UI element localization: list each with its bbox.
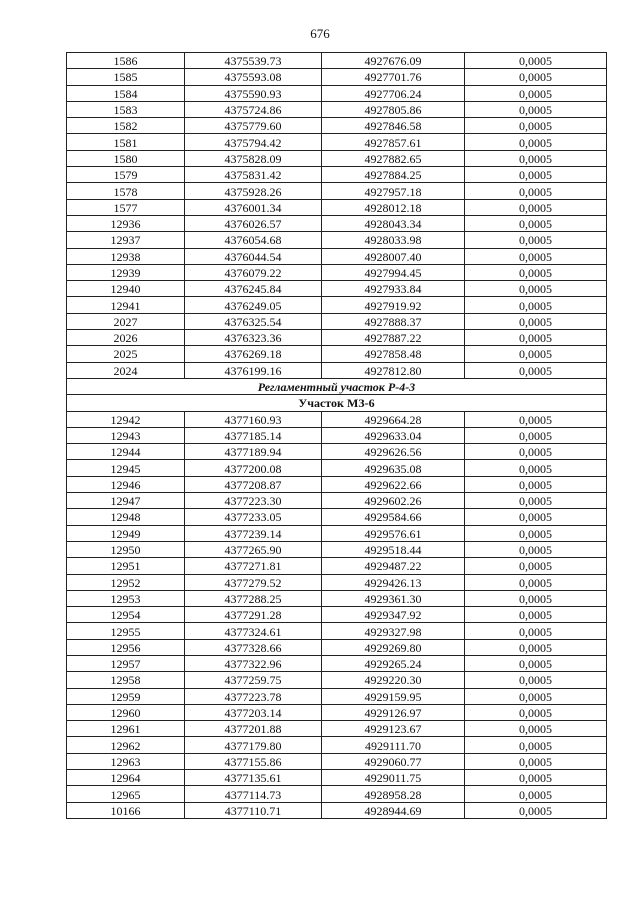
table-row	[67, 623, 607, 639]
x-coordinate-cell: 4377265.90	[185, 541, 322, 557]
precision-cell: 0,0005	[465, 639, 607, 655]
precision-cell: 0,0005	[465, 607, 607, 623]
x-coordinate-cell: 4375539.73	[185, 53, 322, 69]
y-coordinate-cell: 4928944.69	[322, 802, 465, 818]
x-coordinate-cell: 4375831.42	[185, 167, 322, 183]
precision-cell: 0,0005	[465, 134, 607, 150]
x-coordinate-cell: 4377200.08	[185, 460, 322, 476]
x-coordinate-cell: 4376325.54	[185, 313, 322, 329]
precision-cell: 0,0005	[465, 460, 607, 476]
precision-cell: 0,0005	[465, 737, 607, 753]
y-coordinate-cell: 4929518.44	[322, 541, 465, 557]
point-number-cell: 12947	[67, 493, 185, 509]
x-coordinate-cell: 4376001.34	[185, 199, 322, 215]
precision-cell: 0,0005	[465, 85, 607, 101]
table-row	[67, 509, 607, 525]
table-row	[67, 558, 607, 574]
y-coordinate-cell: 4929126.97	[322, 704, 465, 720]
precision-cell: 0,0005	[465, 574, 607, 590]
y-coordinate-cell: 4927882.65	[322, 150, 465, 166]
table-row	[67, 150, 607, 166]
precision-cell: 0,0005	[465, 444, 607, 460]
table-row	[67, 427, 607, 443]
table-row	[67, 493, 607, 509]
point-number-cell: 1585	[67, 69, 185, 85]
x-coordinate-cell: 4376054.68	[185, 232, 322, 248]
point-number-cell: 1579	[67, 167, 185, 183]
x-coordinate-cell: 4375794.42	[185, 134, 322, 150]
point-number-cell: 12955	[67, 623, 185, 639]
point-number-cell: 2025	[67, 346, 185, 362]
y-coordinate-cell: 4929361.30	[322, 590, 465, 606]
point-number-cell: 12956	[67, 639, 185, 655]
precision-cell: 0,0005	[465, 264, 607, 280]
precision-cell: 0,0005	[465, 786, 607, 802]
precision-cell: 0,0005	[465, 770, 607, 786]
y-coordinate-cell: 4929626.56	[322, 444, 465, 460]
precision-cell: 0,0005	[465, 558, 607, 574]
precision-cell: 0,0005	[465, 53, 607, 69]
x-coordinate-cell: 4377239.14	[185, 525, 322, 541]
table-row	[67, 346, 607, 362]
precision-cell: 0,0005	[465, 118, 607, 134]
precision-cell: 0,0005	[465, 590, 607, 606]
y-coordinate-cell: 4929576.61	[322, 525, 465, 541]
point-number-cell: 12959	[67, 688, 185, 704]
point-number-cell: 2026	[67, 330, 185, 346]
precision-cell: 0,0005	[465, 655, 607, 671]
x-coordinate-cell: 4376026.57	[185, 215, 322, 231]
point-number-cell: 12964	[67, 770, 185, 786]
y-coordinate-cell: 4929633.04	[322, 427, 465, 443]
table-row	[67, 330, 607, 346]
x-coordinate-cell: 4377223.78	[185, 688, 322, 704]
table-row	[67, 655, 607, 671]
section-title-row	[67, 378, 607, 394]
x-coordinate-cell: 4377179.80	[185, 737, 322, 753]
precision-cell: 0,0005	[465, 688, 607, 704]
x-coordinate-cell: 4376245.84	[185, 281, 322, 297]
y-coordinate-cell: 4929123.67	[322, 721, 465, 737]
point-number-cell: 12950	[67, 541, 185, 557]
precision-cell: 0,0005	[465, 281, 607, 297]
point-number-cell: 2024	[67, 362, 185, 378]
table-row	[67, 688, 607, 704]
table-row	[67, 704, 607, 720]
x-coordinate-cell: 4377324.61	[185, 623, 322, 639]
table-row	[67, 248, 607, 264]
precision-cell: 0,0005	[465, 101, 607, 117]
y-coordinate-cell: 4929664.28	[322, 411, 465, 427]
precision-cell: 0,0005	[465, 721, 607, 737]
precision-cell: 0,0005	[465, 672, 607, 688]
subsection-title-row	[67, 395, 607, 411]
precision-cell: 0,0005	[465, 346, 607, 362]
table-row	[67, 215, 607, 231]
x-coordinate-cell: 4375779.60	[185, 118, 322, 134]
table-row	[67, 525, 607, 541]
table-row	[67, 753, 607, 769]
x-coordinate-cell: 4376323.36	[185, 330, 322, 346]
table-row	[67, 85, 607, 101]
y-coordinate-cell: 4929584.66	[322, 509, 465, 525]
table-body-top	[67, 53, 607, 379]
precision-cell: 0,0005	[465, 330, 607, 346]
point-number-cell: 12953	[67, 590, 185, 606]
y-coordinate-cell: 4927676.09	[322, 53, 465, 69]
x-coordinate-cell: 4375928.26	[185, 183, 322, 199]
y-coordinate-cell: 4927919.92	[322, 297, 465, 313]
y-coordinate-cell: 4928043.34	[322, 215, 465, 231]
point-number-cell: 12942	[67, 411, 185, 427]
x-coordinate-cell: 4377185.14	[185, 427, 322, 443]
x-coordinate-cell: 4377288.25	[185, 590, 322, 606]
precision-cell: 0,0005	[465, 215, 607, 231]
point-number-cell: 12936	[67, 215, 185, 231]
table-row	[67, 297, 607, 313]
y-coordinate-cell: 4929635.08	[322, 460, 465, 476]
page-number: 676	[310, 26, 330, 41]
precision-cell: 0,0005	[465, 704, 607, 720]
point-number-cell: 12958	[67, 672, 185, 688]
y-coordinate-cell: 4929111.70	[322, 737, 465, 753]
point-number-cell: 12960	[67, 704, 185, 720]
table-row	[67, 411, 607, 427]
precision-cell: 0,0005	[465, 802, 607, 818]
table-row	[67, 574, 607, 590]
precision-cell: 0,0005	[465, 297, 607, 313]
y-coordinate-cell: 4928958.28	[322, 786, 465, 802]
point-number-cell: 12937	[67, 232, 185, 248]
precision-cell: 0,0005	[465, 623, 607, 639]
point-number-cell: 1584	[67, 85, 185, 101]
table-row	[67, 313, 607, 329]
subsection-title: Участок МЗ-6	[67, 395, 607, 411]
y-coordinate-cell: 4929602.26	[322, 493, 465, 509]
x-coordinate-cell: 4377135.61	[185, 770, 322, 786]
point-number-cell: 12949	[67, 525, 185, 541]
table-row	[67, 737, 607, 753]
point-number-cell: 12948	[67, 509, 185, 525]
y-coordinate-cell: 4927858.48	[322, 346, 465, 362]
x-coordinate-cell: 4376079.22	[185, 264, 322, 280]
x-coordinate-cell: 4376269.18	[185, 346, 322, 362]
precision-cell: 0,0005	[465, 183, 607, 199]
point-number-cell: 12963	[67, 753, 185, 769]
table-row	[67, 607, 607, 623]
table-row	[67, 183, 607, 199]
point-number-cell: 12961	[67, 721, 185, 737]
table-row	[67, 167, 607, 183]
y-coordinate-cell: 4927706.24	[322, 85, 465, 101]
precision-cell: 0,0005	[465, 150, 607, 166]
precision-cell: 0,0005	[465, 525, 607, 541]
x-coordinate-cell: 4377223.30	[185, 493, 322, 509]
y-coordinate-cell: 4928012.18	[322, 199, 465, 215]
point-number-cell: 1577	[67, 199, 185, 215]
precision-cell: 0,0005	[465, 509, 607, 525]
point-number-cell: 1583	[67, 101, 185, 117]
precision-cell: 0,0005	[465, 427, 607, 443]
point-number-cell: 1578	[67, 183, 185, 199]
point-number-cell: 12951	[67, 558, 185, 574]
y-coordinate-cell: 4927812.80	[322, 362, 465, 378]
point-number-cell: 12946	[67, 476, 185, 492]
point-number-cell: 12957	[67, 655, 185, 671]
point-number-cell: 12965	[67, 786, 185, 802]
precision-cell: 0,0005	[465, 493, 607, 509]
x-coordinate-cell: 4377259.75	[185, 672, 322, 688]
x-coordinate-cell: 4377203.14	[185, 704, 322, 720]
point-number-cell: 12944	[67, 444, 185, 460]
y-coordinate-cell: 4927888.37	[322, 313, 465, 329]
y-coordinate-cell: 4929011.75	[322, 770, 465, 786]
precision-cell: 0,0005	[465, 411, 607, 427]
point-number-cell: 12941	[67, 297, 185, 313]
table-row	[67, 69, 607, 85]
table-row	[67, 232, 607, 248]
x-coordinate-cell: 4377189.94	[185, 444, 322, 460]
table-row	[67, 721, 607, 737]
table-row	[67, 53, 607, 69]
x-coordinate-cell: 4375724.86	[185, 101, 322, 117]
x-coordinate-cell: 4377208.87	[185, 476, 322, 492]
table-row	[67, 444, 607, 460]
y-coordinate-cell: 4927933.84	[322, 281, 465, 297]
x-coordinate-cell: 4375593.08	[185, 69, 322, 85]
table-row	[67, 281, 607, 297]
point-number-cell: 12962	[67, 737, 185, 753]
precision-cell: 0,0005	[465, 753, 607, 769]
point-number-cell: 1580	[67, 150, 185, 166]
x-coordinate-cell: 4376044.54	[185, 248, 322, 264]
y-coordinate-cell: 4929622.66	[322, 476, 465, 492]
table-row	[67, 460, 607, 476]
point-number-cell: 12943	[67, 427, 185, 443]
y-coordinate-cell: 4929265.24	[322, 655, 465, 671]
x-coordinate-cell: 4377233.05	[185, 509, 322, 525]
x-coordinate-cell: 4375828.09	[185, 150, 322, 166]
table-row	[67, 362, 607, 378]
point-number-cell: 2027	[67, 313, 185, 329]
y-coordinate-cell: 4929159.95	[322, 688, 465, 704]
precision-cell: 0,0005	[465, 313, 607, 329]
table-row	[67, 786, 607, 802]
x-coordinate-cell: 4377201.88	[185, 721, 322, 737]
y-coordinate-cell: 4929347.92	[322, 607, 465, 623]
y-coordinate-cell: 4927957.18	[322, 183, 465, 199]
table-row	[67, 672, 607, 688]
precision-cell: 0,0005	[465, 476, 607, 492]
point-number-cell: 12939	[67, 264, 185, 280]
coordinates-table	[66, 52, 607, 819]
table-row	[67, 802, 607, 818]
table-row	[67, 199, 607, 215]
table-row	[67, 264, 607, 280]
y-coordinate-cell: 4929060.77	[322, 753, 465, 769]
x-coordinate-cell: 4377291.28	[185, 607, 322, 623]
y-coordinate-cell: 4927701.76	[322, 69, 465, 85]
y-coordinate-cell: 4927994.45	[322, 264, 465, 280]
x-coordinate-cell: 4375590.93	[185, 85, 322, 101]
y-coordinate-cell: 4929269.80	[322, 639, 465, 655]
x-coordinate-cell: 4377271.81	[185, 558, 322, 574]
precision-cell: 0,0005	[465, 167, 607, 183]
precision-cell: 0,0005	[465, 199, 607, 215]
point-number-cell: 12940	[67, 281, 185, 297]
table-row	[67, 101, 607, 117]
table-row	[67, 476, 607, 492]
point-number-cell: 12938	[67, 248, 185, 264]
y-coordinate-cell: 4927887.22	[322, 330, 465, 346]
x-coordinate-cell: 4376249.05	[185, 297, 322, 313]
y-coordinate-cell: 4929426.13	[322, 574, 465, 590]
y-coordinate-cell: 4929487.22	[322, 558, 465, 574]
point-number-cell: 1582	[67, 118, 185, 134]
y-coordinate-cell: 4927857.61	[322, 134, 465, 150]
x-coordinate-cell: 4377160.93	[185, 411, 322, 427]
precision-cell: 0,0005	[465, 541, 607, 557]
precision-cell: 0,0005	[465, 362, 607, 378]
x-coordinate-cell: 4377279.52	[185, 574, 322, 590]
table-row	[67, 541, 607, 557]
y-coordinate-cell: 4927805.86	[322, 101, 465, 117]
y-coordinate-cell: 4927846.58	[322, 118, 465, 134]
table-row	[67, 590, 607, 606]
point-number-cell: 1581	[67, 134, 185, 150]
precision-cell: 0,0005	[465, 248, 607, 264]
precision-cell: 0,0005	[465, 232, 607, 248]
x-coordinate-cell: 4376199.16	[185, 362, 322, 378]
y-coordinate-cell: 4929327.98	[322, 623, 465, 639]
point-number-cell: 1586	[67, 53, 185, 69]
y-coordinate-cell: 4928033.98	[322, 232, 465, 248]
table-row	[67, 639, 607, 655]
table-section-header	[67, 378, 607, 411]
x-coordinate-cell: 4377328.66	[185, 639, 322, 655]
table-row	[67, 118, 607, 134]
x-coordinate-cell: 4377110.71	[185, 802, 322, 818]
table-row	[67, 770, 607, 786]
section-title: Регламентный участок Р-4-3	[67, 378, 607, 394]
table-body-bottom	[67, 411, 607, 818]
y-coordinate-cell: 4928007.40	[322, 248, 465, 264]
point-number-cell: 12952	[67, 574, 185, 590]
precision-cell: 0,0005	[465, 69, 607, 85]
x-coordinate-cell: 4377155.86	[185, 753, 322, 769]
point-number-cell: 12954	[67, 607, 185, 623]
x-coordinate-cell: 4377322.96	[185, 655, 322, 671]
y-coordinate-cell: 4927884.25	[322, 167, 465, 183]
point-number-cell: 12945	[67, 460, 185, 476]
x-coordinate-cell: 4377114.73	[185, 786, 322, 802]
point-number-cell: 10166	[67, 802, 185, 818]
y-coordinate-cell: 4929220.30	[322, 672, 465, 688]
table-row	[67, 134, 607, 150]
